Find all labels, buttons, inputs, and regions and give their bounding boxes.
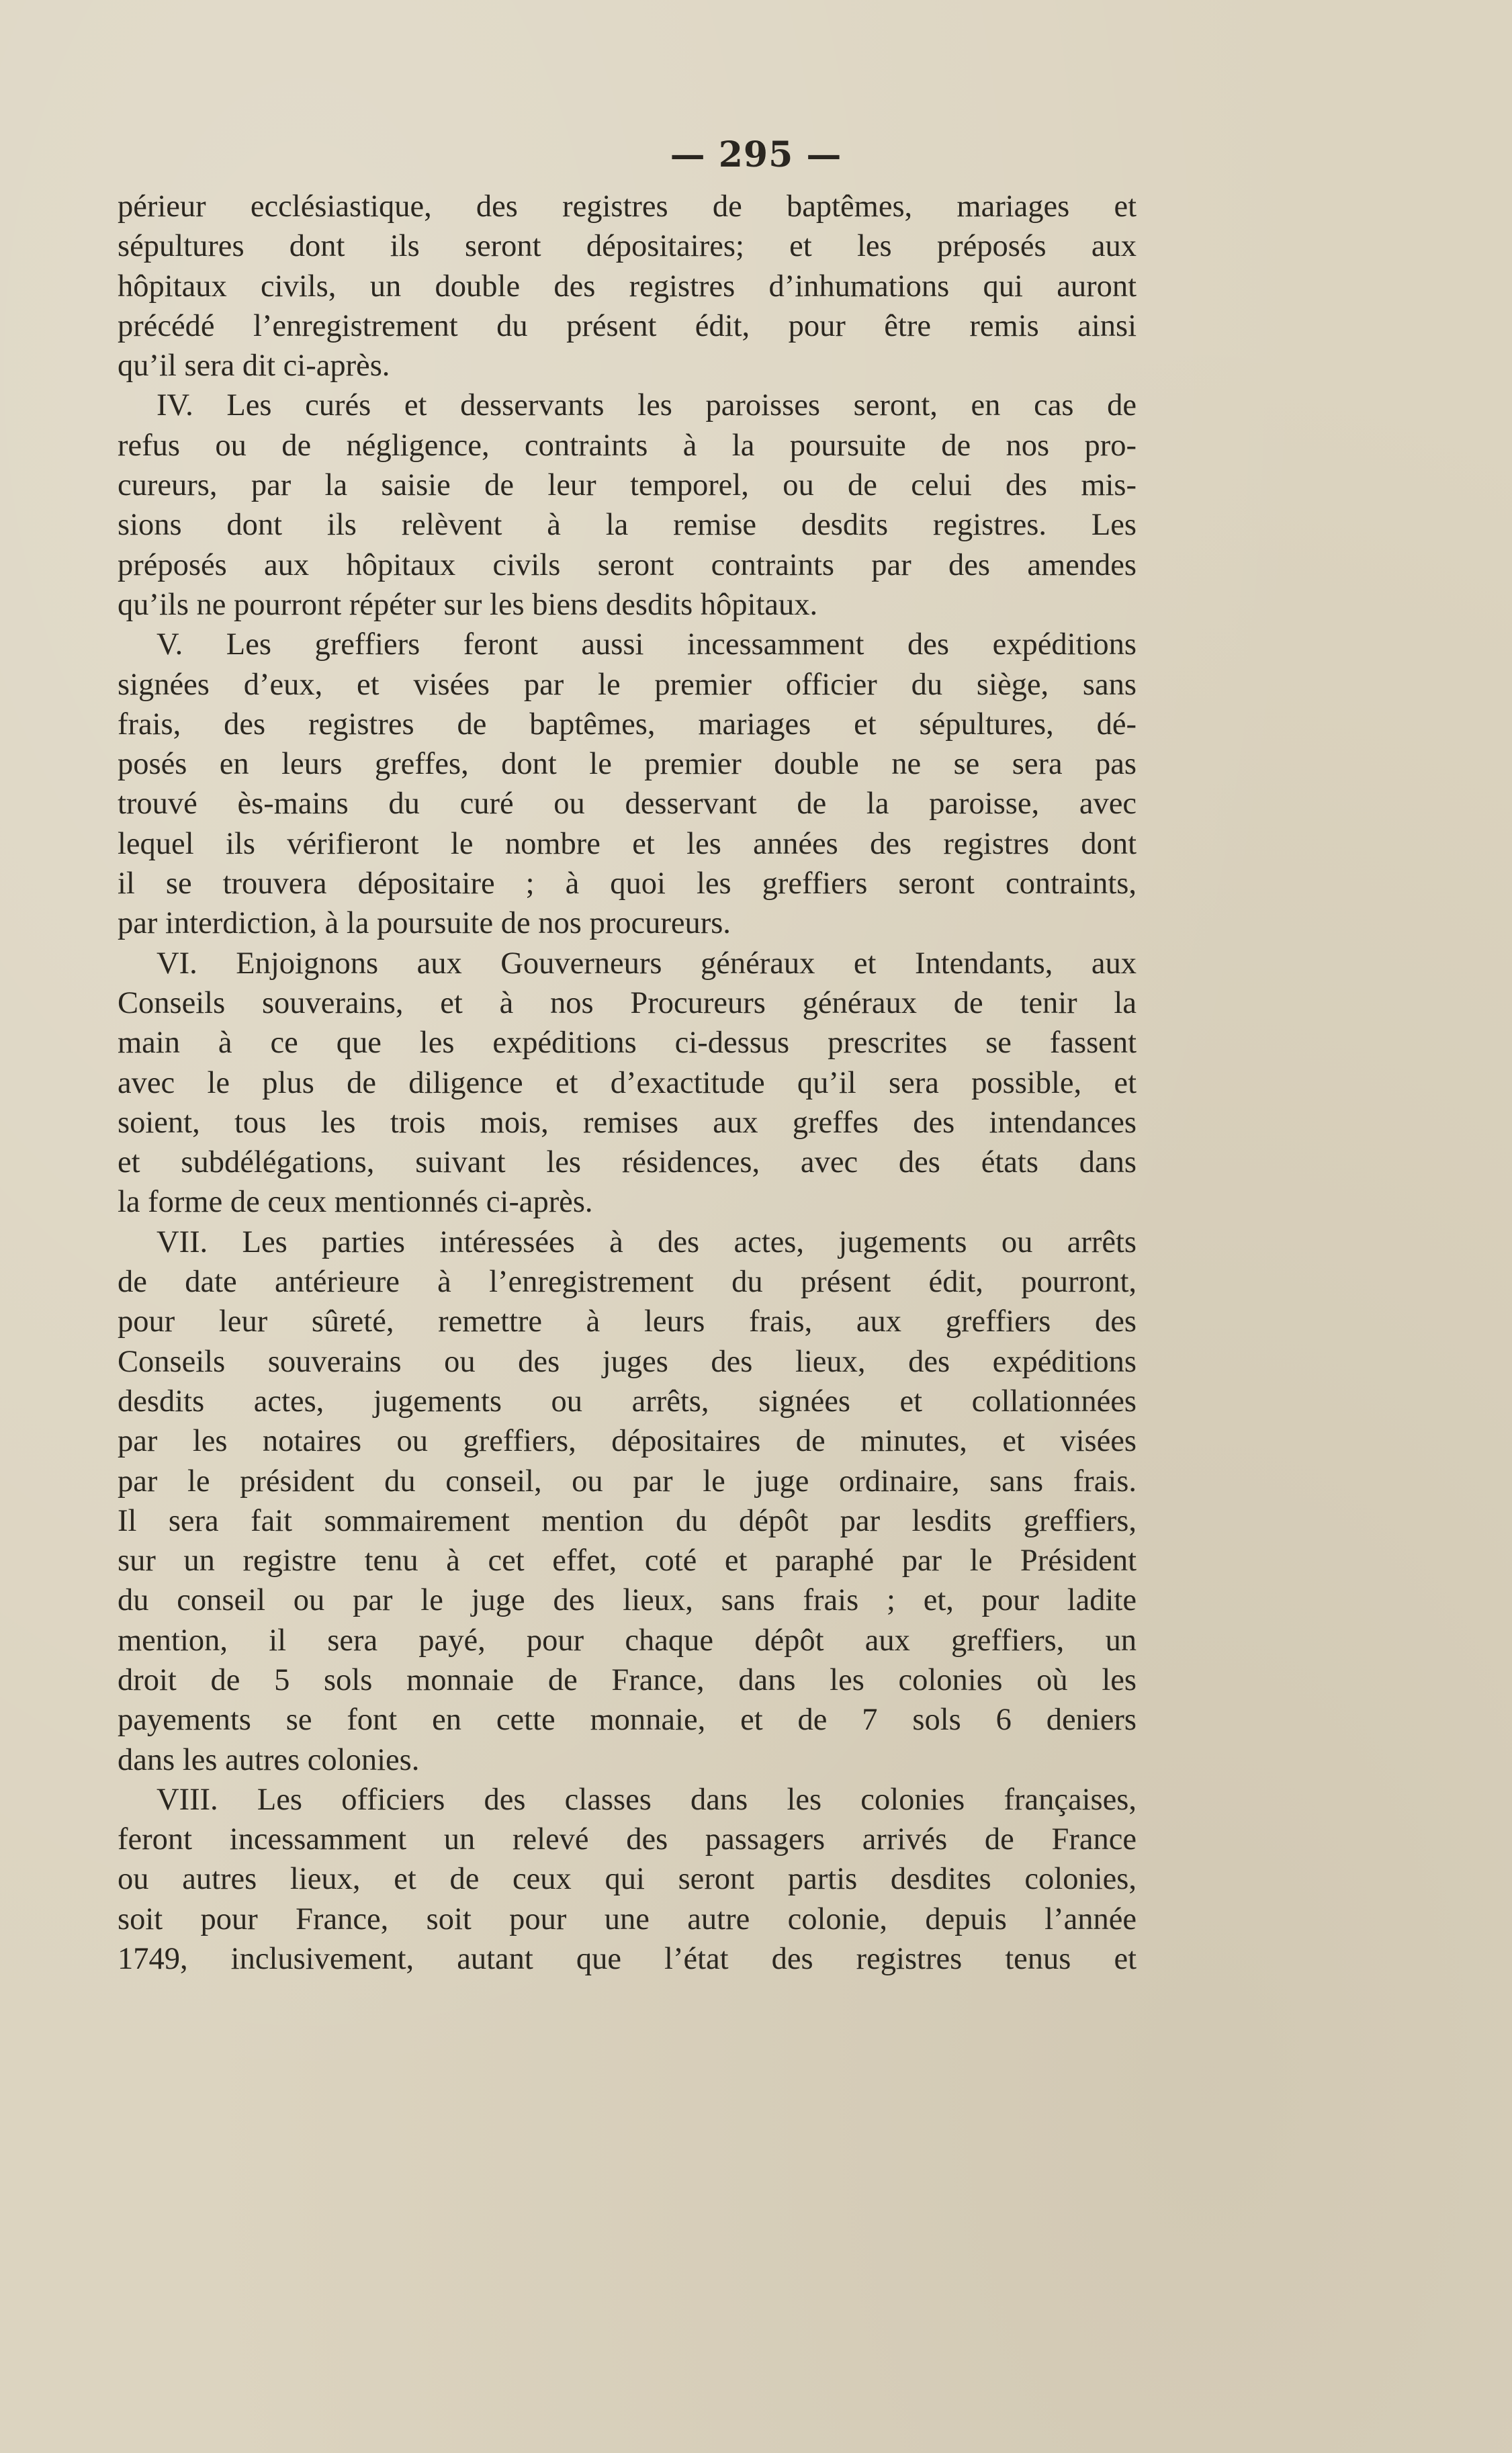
text-line: droit de 5 sols monnaie de France, dans les colonies où les	[118, 1662, 1137, 1697]
text-line: périeur ecclésiastique, des registres de baptêmes, mariages et	[118, 189, 1137, 224]
text-line: cureurs, par la saisie de leur temporel, ou de celui des mis-	[118, 468, 1137, 503]
text-line: main à ce que les expéditions ci-dessus prescrites se fassent	[118, 1026, 1137, 1061]
text-line: payements se font en cette monnaie, et de 7 sols 6 deniers	[118, 1703, 1137, 1738]
text-line: soient, tous les trois mois, remises aux greffes des intendances	[118, 1105, 1137, 1140]
text-line: hôpitaux civils, un double des registres d’inhumations qui auront	[118, 269, 1137, 304]
text-line: posés en leurs greffes, dont le premier double ne se sera pas	[118, 747, 1137, 782]
text-line: sions dont ils relèvent à la remise desdits registres. Les	[118, 508, 1137, 543]
text-line: pour leur sûreté, remettre à leurs frais, aux greffiers des	[118, 1304, 1137, 1339]
text-line: qu’ils ne pourront répéter sur les biens desdits hôpitaux.	[118, 587, 818, 622]
text-line: la forme de ceux mentionnés ci-après.	[118, 1185, 593, 1220]
text-line: préposés aux hôpitaux civils seront contraints par des amendes	[118, 547, 1137, 582]
text-line: 1749, inclusivement, autant que l’état des registres tenus et	[118, 1942, 1137, 1977]
text-line: lequel ils vérifieront le nombre et les années des registres dont	[118, 826, 1137, 861]
text-line: du conseil ou par le juge des lieux, sans frais ; et, pour ladite	[118, 1583, 1137, 1618]
text-line: sur un registre tenu à cet effet, coté et paraphé par le Président	[118, 1544, 1137, 1578]
article-viii-start: VIII. Les officiers des classes dans les colonies françaises,	[157, 1782, 1137, 1817]
text-line: trouvé ès-mains du curé ou desservant de la paroisse, avec	[118, 787, 1137, 821]
text-line: par interdiction, à la poursuite de nos procureurs.	[118, 906, 731, 941]
page-number: — 295 —	[670, 134, 842, 175]
text-line: et subdélégations, suivant les résidences, avec des états dans	[118, 1145, 1137, 1180]
text-line: mention, il sera payé, pour chaque dépôt aux greffiers, un	[118, 1623, 1137, 1658]
text-line: Conseils souverains, et à nos Procureurs généraux de tenir la	[118, 985, 1137, 1020]
text-line: par les notaires ou greffiers, dépositaires de minutes, et visées	[118, 1424, 1137, 1459]
text-line: Il sera fait sommairement mention du dépôt par lesdits greffiers,	[118, 1503, 1137, 1538]
text-line: feront incessamment un relevé des passagers arrivés de France	[118, 1822, 1137, 1857]
body-text	[118, 187, 1137, 1979]
text-line: de date antérieure à l’enregistrement du présent édit, pourront,	[118, 1265, 1137, 1300]
text-line: sépultures dont ils seront dépositaires; et les préposés aux	[118, 229, 1137, 264]
article-vii-start: VII. Les parties intéressées à des actes, jugements ou arrêts	[157, 1224, 1137, 1259]
text-line: précédé l’enregistrement du présent édit, pour être remis ainsi	[118, 308, 1137, 343]
text-line: signées d’eux, et visées par le premier officier du siège, sans	[118, 667, 1137, 702]
text-line: Conseils souverains ou des juges des lieux, des expéditions	[118, 1344, 1137, 1379]
text-line: avec le plus de diligence et d’exactitude qu’il sera possible, et	[118, 1065, 1137, 1100]
text-line: il se trouvera dépositaire ; à quoi les greffiers seront contraints,	[118, 866, 1137, 901]
article-vi-start: VI. Enjoignons aux Gouverneurs généraux et Intendants, aux	[157, 946, 1137, 981]
text-line: refus ou de négligence, contraints à la poursuite de nos pro-	[118, 428, 1137, 463]
text-line: dans les autres colonies.	[118, 1742, 420, 1777]
text-line: ou autres lieux, et de ceux qui seront partis desdites colonies,	[118, 1862, 1137, 1897]
text-line: frais, des registres de baptêmes, mariages et sépultures, dé-	[118, 707, 1137, 742]
text-line: soit pour France, soit pour une autre colonie, depuis l’année	[118, 1902, 1137, 1936]
text-line: qu’il sera dit ci-après.	[118, 349, 390, 384]
text-line: desdits actes, jugements ou arrêts, signées et collationnées	[118, 1384, 1137, 1419]
text-line: par le président du conseil, ou par le juge ordinaire, sans frais.	[118, 1464, 1137, 1499]
article-v-start: V. Les greffiers feront aussi incessamment des expéditions	[157, 627, 1137, 662]
article-iv-start: IV. Les curés et desservants les paroisses seront, en cas de	[157, 388, 1137, 423]
